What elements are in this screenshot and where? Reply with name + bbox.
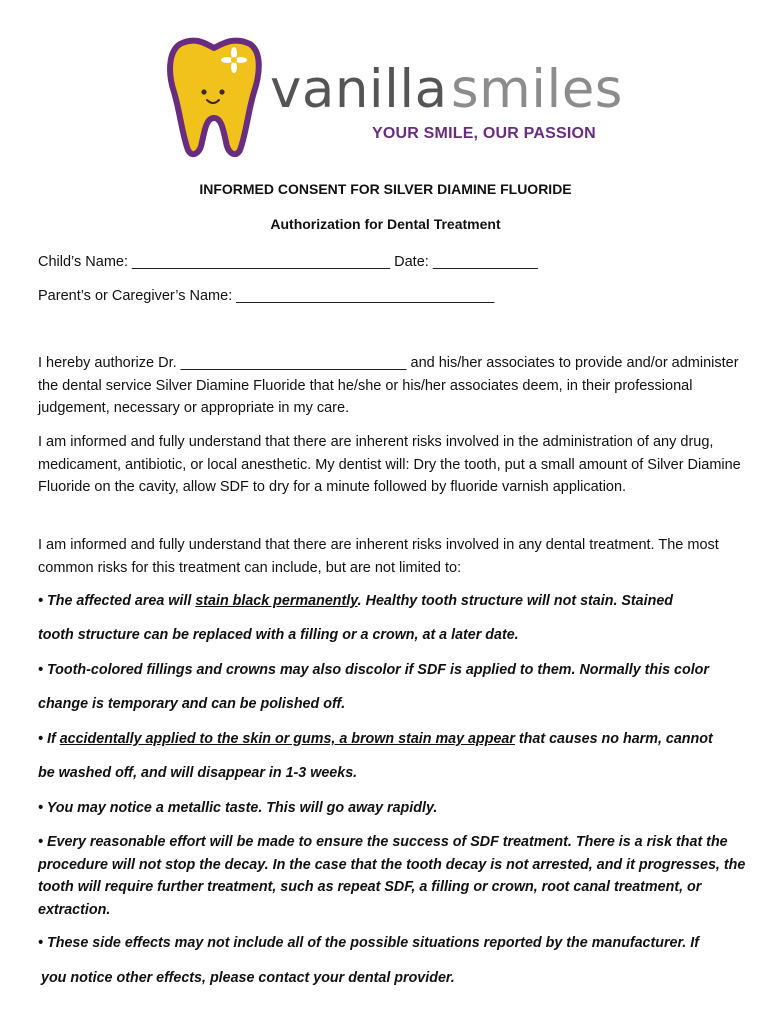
authorization-paragraph	[38, 352, 748, 420]
bullet-side-effects: • These side effects may not include all of the possible situations reported by the manufacturer. If	[38, 935, 699, 951]
bullet-metallic-taste: • You may notice a metallic taste. This will go away rapidly.	[38, 800, 438, 816]
brand-tagline: YOUR SMILE, OUR PASSION	[372, 125, 596, 142]
common-risks-paragraph: I am informed and fully understand that there are inherent risks involved in any dental treatment. The most common risks for this treatment can include, but are not limited to:	[38, 537, 719, 576]
document-subtitle: Authorization for Dental Treatment	[270, 216, 501, 232]
brand-name-vanilla: vanilla	[270, 59, 448, 120]
bullet-fillings-discolor-line2: change is temporary and can be polished off.	[38, 696, 346, 712]
parent-name-field[interactable]: ________________________________	[236, 288, 495, 304]
tooth-logo-icon	[166, 34, 262, 160]
bullet-reasonable-effort: • Every reasonable effort will be made to ensure the success of SDF treatment. There is a risk that the procedure will not stop the decay. In the case that the tooth decay is not arrested, and it progresses, the tooth will require further treatment, such as repeat SDF, a filling or crown, root canal treatment, or extraction.	[38, 834, 746, 918]
brand-name-smiles: smiles	[451, 59, 623, 120]
child-name-label: Child’s Name:	[38, 254, 128, 270]
bullet-underlined-text: accidentally applied to the skin or gums, a brown stain may appear	[59, 731, 515, 747]
parent-name-label: Parent’s or Caregiver’s Name:	[38, 288, 233, 304]
authorization-text-end: and his/her associates to provide and/or administer the dental service Silver Diamine Fluoride that he/she or his/her associates deem, in their professional judgement, necessary or appropriate in my care.	[38, 355, 739, 416]
dentist-name-field[interactable]: ____________________________	[180, 355, 407, 371]
bullet-underlined-text: stain black permanently	[195, 593, 358, 609]
date-label: Date:	[394, 254, 429, 270]
bullet-text: . Healthy tooth structure will not stain. Stained	[357, 593, 674, 609]
bullet-stain-black-line2: tooth structure can be replaced with a filling or a crown, at a later date.	[38, 627, 519, 643]
drug-risks-paragraph: I am informed and fully understand that there are inherent risks involved in the administration of any drug, medicament, antibiotic, or local anesthetic. My dentist will: Dry the tooth, put a small amount of Silver Diamine Fluoride on the cavity, allow SDF to dry for a minute followed by fluoride varnish application.	[38, 434, 741, 495]
bullet-text: that causes no harm, cannot	[514, 731, 713, 747]
bullet-text: • If	[38, 731, 60, 747]
child-name-field[interactable]: ________________________________	[132, 254, 391, 270]
document-title: INFORMED CONSENT FOR SILVER DIAMINE FLUORIDE	[199, 181, 572, 197]
date-field[interactable]: _____________	[432, 254, 538, 270]
bullet-side-effects-line2: you notice other effects, please contact your dental provider.	[41, 970, 455, 986]
bullet-stain-black	[38, 590, 758, 612]
bullet-text: • The affected area will	[38, 593, 196, 609]
authorization-text-start: I hereby authorize Dr.	[38, 355, 177, 371]
bullet-skin-gums-line2: be washed off, and will disappear in 1-3 weeks.	[38, 765, 358, 781]
bullet-fillings-discolor: • Tooth-colored fillings and crowns may also discolor if SDF is applied to them. Normally this color	[38, 662, 709, 678]
parent-name-row	[38, 285, 494, 307]
bullet-skin-gums	[38, 728, 758, 750]
child-name-row	[38, 251, 538, 273]
